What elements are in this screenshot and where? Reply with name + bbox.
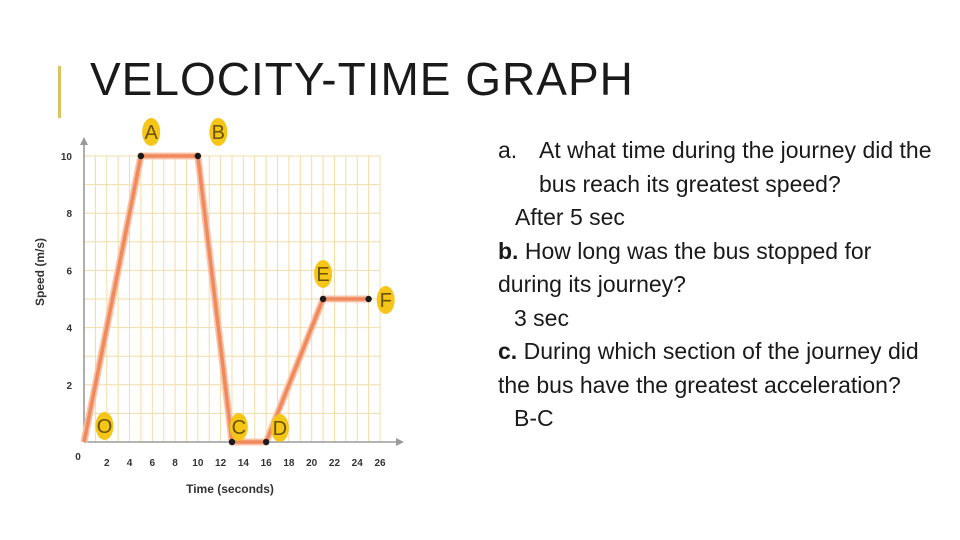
x-tick-label: 14 — [237, 458, 249, 469]
point-label-c: C — [231, 417, 247, 439]
x-tick-label: 22 — [328, 458, 341, 469]
data-point-c — [229, 439, 235, 445]
slide-title: VELOCITY-TIME GRAPH — [90, 53, 634, 105]
point-label-f: F — [379, 290, 392, 312]
y-tick-label: 8 — [66, 209, 72, 221]
question-b-text: How long was the bus stopped for during its journey? — [498, 237, 872, 297]
point-label-b: B — [211, 122, 226, 144]
question-b — [498, 235, 938, 302]
x-tick-label: 6 — [149, 458, 156, 469]
answer-c: B-C — [514, 405, 554, 431]
data-point-b — [195, 153, 201, 159]
y-axis-title: Speed (m/s) — [33, 237, 47, 307]
data-point-e — [320, 296, 326, 302]
x-tick-label: 24 — [351, 458, 363, 469]
answer-b: 3 sec — [514, 304, 569, 331]
x-tick-label: 16 — [260, 458, 272, 469]
x-tick-label: 2 — [103, 458, 110, 469]
question-a-marker: a. — [498, 137, 518, 163]
x-tick-label: 26 — [374, 458, 386, 469]
point-label-e: E — [316, 264, 330, 286]
question-a — [498, 134, 938, 201]
x-tick-label: 10 — [192, 458, 204, 469]
x-tick-label: 4 — [126, 458, 133, 469]
x-tick-label: 20 — [306, 458, 318, 469]
data-point-f — [365, 296, 371, 302]
y-tick-label: 2 — [66, 380, 72, 392]
question-c — [498, 335, 938, 402]
y-axis-arrow — [80, 137, 88, 145]
question-a-text: At what time during the journey did the bus reach its greatest speed? — [539, 137, 932, 197]
y-tick-label: 4 — [66, 323, 72, 335]
x-axis-arrow — [396, 438, 404, 446]
question-b-marker: b. — [498, 237, 519, 264]
x-tick-label: 18 — [283, 458, 295, 469]
point-label-a: A — [144, 122, 158, 144]
answer-a: After 5 sec — [515, 204, 625, 230]
x-axis-title: Time (seconds) — [186, 482, 274, 496]
x-tick-label: 12 — [215, 458, 227, 469]
data-point-a — [138, 153, 144, 159]
point-label-d: D — [272, 418, 288, 440]
x-tick-label: 0 — [75, 452, 81, 463]
point-label-o: O — [96, 416, 113, 438]
question-c-text: During which section of the journey did the bus have the greatest acceleration? — [498, 338, 919, 398]
x-tick-label: 8 — [172, 458, 178, 469]
y-tick-label: 10 — [60, 152, 72, 163]
questions-panel — [498, 134, 938, 436]
y-tick-label: 6 — [66, 266, 72, 278]
question-c-marker: c. — [498, 338, 518, 364]
data-point-d — [263, 439, 269, 445]
